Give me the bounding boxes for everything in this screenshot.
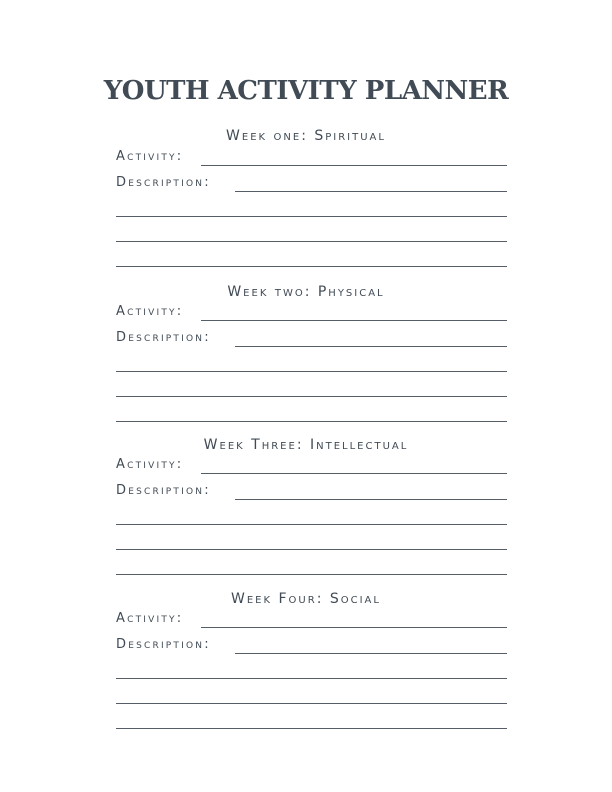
week-heading: Week Four: Social xyxy=(231,591,381,607)
description-line-4[interactable] xyxy=(116,421,507,422)
description-line-4[interactable] xyxy=(116,574,507,575)
description-line[interactable] xyxy=(235,653,507,654)
week-heading: Week Three: Intellectual xyxy=(203,437,409,453)
description-line[interactable] xyxy=(235,346,507,347)
week-section-1 xyxy=(0,127,612,277)
description-line-2[interactable] xyxy=(116,524,507,525)
activity-label: Activity: xyxy=(116,457,184,472)
activity-line[interactable] xyxy=(201,473,507,474)
description-label: Description: xyxy=(116,330,211,345)
activity-label: Activity: xyxy=(116,149,184,164)
description-label: Description: xyxy=(116,637,211,652)
description-line-3[interactable] xyxy=(116,549,507,550)
week-section-2 xyxy=(0,283,612,433)
week-section-3 xyxy=(0,436,612,586)
description-line-3[interactable] xyxy=(116,703,507,704)
activity-line[interactable] xyxy=(201,320,507,321)
activity-line[interactable] xyxy=(201,627,507,628)
description-line[interactable] xyxy=(235,191,507,192)
description-line-3[interactable] xyxy=(116,241,507,242)
description-line[interactable] xyxy=(235,499,507,500)
description-label: Description: xyxy=(116,483,211,498)
description-line-2[interactable] xyxy=(116,678,507,679)
description-line-4[interactable] xyxy=(116,266,507,267)
activity-label: Activity: xyxy=(116,304,184,319)
description-line-2[interactable] xyxy=(116,216,507,217)
description-line-3[interactable] xyxy=(116,396,507,397)
week-heading: Week two: Physical xyxy=(227,284,385,300)
activity-label: Activity: xyxy=(116,611,184,626)
description-label: Description: xyxy=(116,175,211,190)
description-line-2[interactable] xyxy=(116,371,507,372)
activity-line[interactable] xyxy=(201,165,507,166)
week-section-4 xyxy=(0,590,612,740)
week-heading: Week one: Spiritual xyxy=(226,128,386,144)
description-line-4[interactable] xyxy=(116,728,507,729)
page-title: YOUTH ACTIVITY PLANNER xyxy=(103,76,509,106)
